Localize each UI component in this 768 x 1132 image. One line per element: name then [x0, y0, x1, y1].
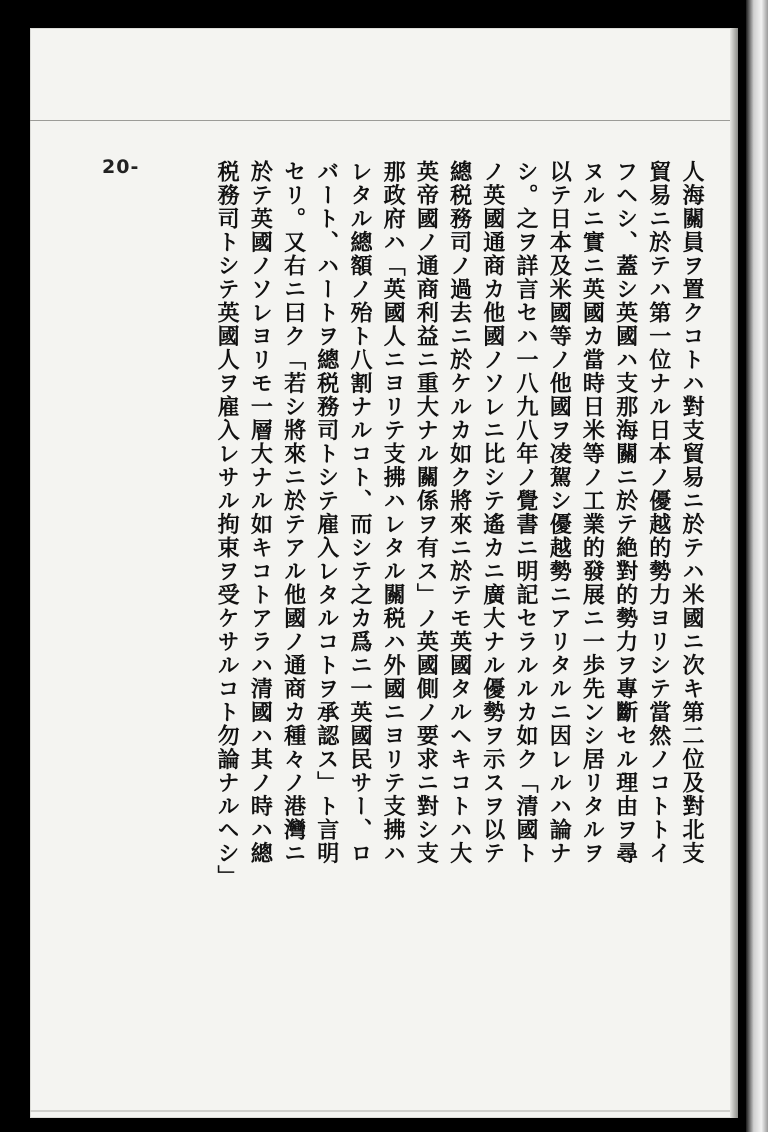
- bottom-rule: [30, 1110, 738, 1112]
- text-line: ノ英國通商カ他國ノソレニ比シテ遙カニ廣大ナル優勢ヲ示スヲ以テ: [479, 160, 506, 865]
- scan-edge-right: [746, 0, 768, 1132]
- text-line: 於テ英國ノソレヨリモ一層大ナル如キコトアラハ清國ハ其ノ時ハ總: [247, 160, 274, 865]
- page-number-dash: -: [130, 156, 140, 178]
- document-page: [30, 28, 738, 1118]
- text-line: フヘシ、蓋シ英國ハ支那海關ニ於テ絶對的勢力ヲ專斷セル理由ヲ尋: [612, 160, 639, 865]
- top-rule: [30, 120, 738, 121]
- text-line: 以テ日本及米國等ノ他國ヲ凌駕シ優越勢ニアリタルニ因レルハ論ナ: [546, 160, 573, 865]
- page-number-value: 20: [102, 156, 131, 178]
- text-line: セリ。又右ニ曰ク「若シ將來ニ於テアル他國ノ通商カ種々ノ港灣ニ: [280, 160, 307, 865]
- text-line: 人海關員ヲ置クコトハ對支貿易ニ於テハ米國ニ次キ第二位及對北支: [679, 160, 705, 865]
- page-number: [102, 156, 139, 178]
- text-line: バート、ハートヲ總税務司トシテ雇入レタルコトヲ承認ス」ト言明: [313, 160, 340, 865]
- text-line: 英帝國ノ通商利益ニ重大ナル關係ヲ有ス」ノ英國側ノ要求ニ對シ支: [413, 160, 440, 865]
- text-line: 總税務司ノ過去ニ於ケルカ如ク將來ニ於テモ英國タルヘキコトハ大: [446, 160, 473, 865]
- text-line: シ。之ヲ詳言セハ一八九八年ノ覺書ニ明記セラルルカ如ク「清國ト: [512, 160, 539, 865]
- text-line: 税務司トシテ英國人ヲ雇入レサル拘束ヲ受ケサルコト勿論ナルヘシ」: [214, 160, 241, 889]
- text-line: 那政府ハ「英國人ニヨリテ支拂ハレタル關税ハ外國ニヨリテ支拂ハ: [380, 160, 407, 865]
- text-line: ヌルニ實ニ英國カ當時日米等ノ工業的發展ニ一歩先ンシ居リタルヲ: [579, 160, 606, 865]
- text-line: レタル總額ノ殆ト八割ナルコト、而シテ之カ爲ニ一英國民サー、ロ: [346, 160, 373, 865]
- text-line: 貿易ニ於テハ第一位ナル日本ノ優越的勢力ヨリシテ當然ノコトトイ: [645, 160, 672, 865]
- vertical-text-block: [138, 160, 708, 1020]
